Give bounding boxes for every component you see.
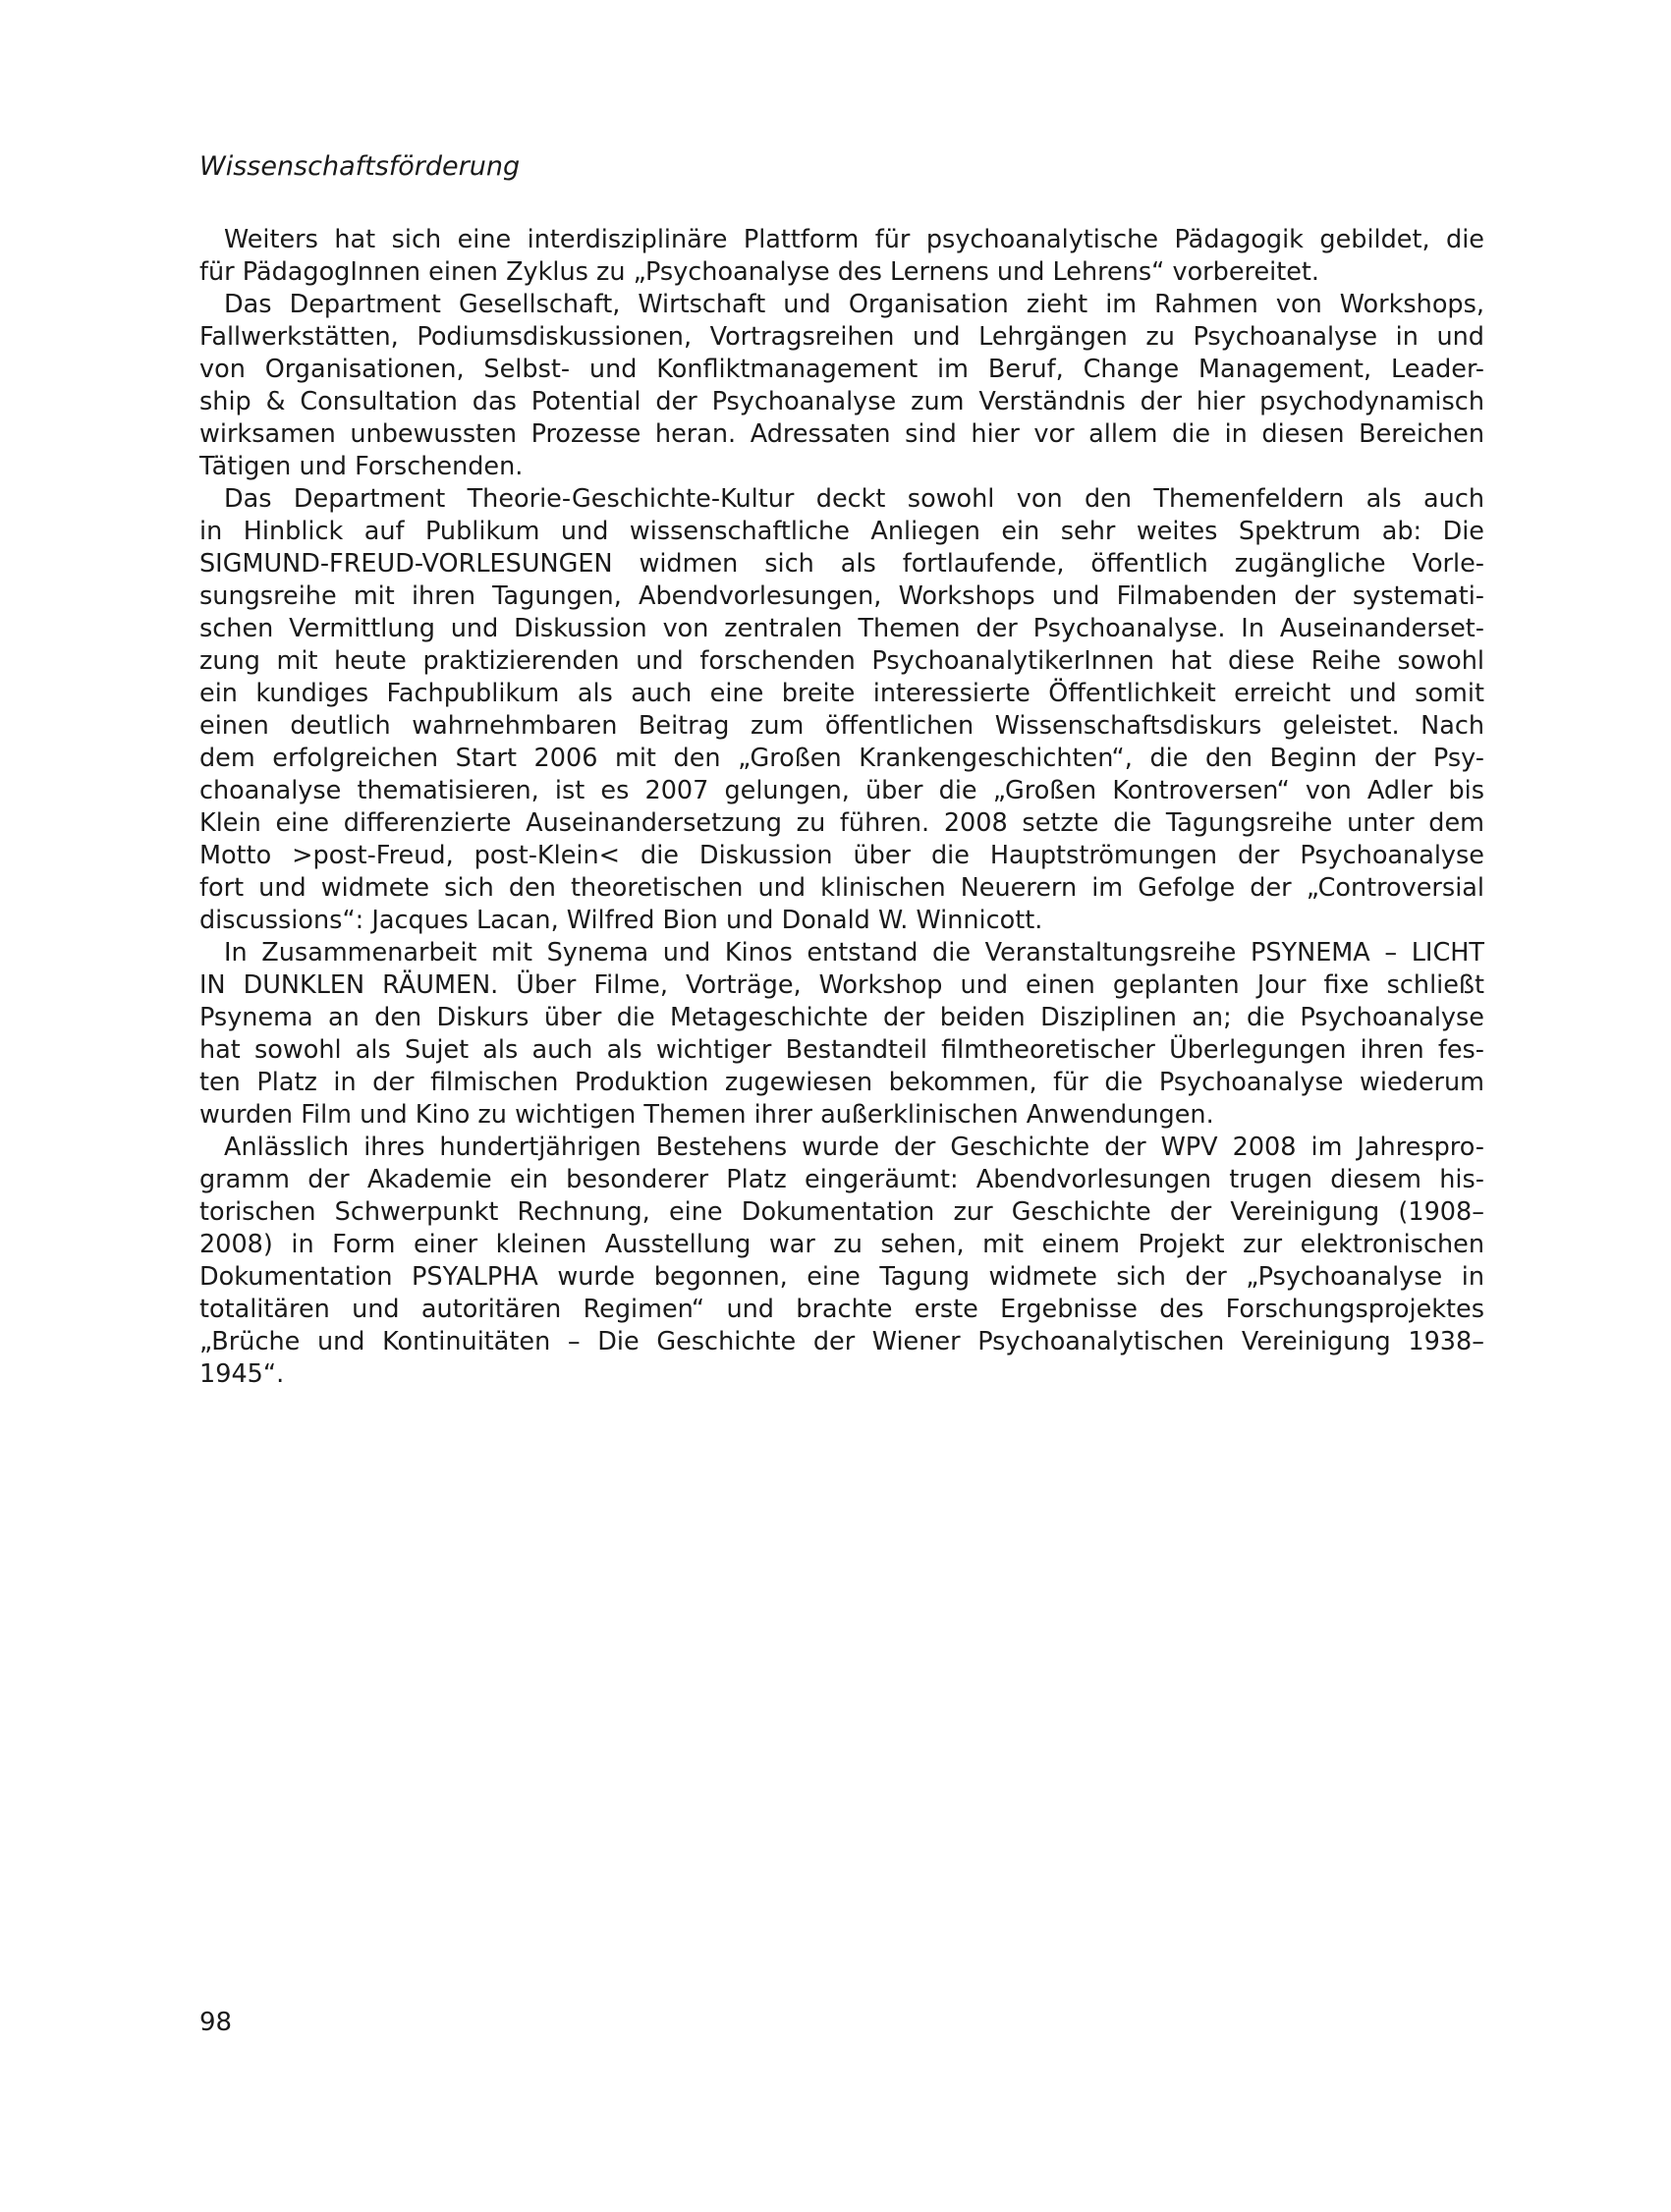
paragraph xyxy=(199,1132,1484,1391)
text-line: IN DUNKLEN RÄUMEN. Über Filme, Vorträge, Workshop und einen geplanten Jour fixe schließt xyxy=(199,970,1484,1000)
text-line: wurden Film und Kino zu wichtigen Themen ihrer außerklinischen Anwendungen. xyxy=(199,1100,1214,1130)
paragraph xyxy=(199,483,1484,937)
text-line: Das Department Gesellschaft, Wirtschaft und Organisation zieht im Rahmen von Workshops, xyxy=(224,290,1484,319)
text-line: in Hinblick auf Publikum und wissenschaftliche Anliegen ein sehr weites Spektrum ab: Die xyxy=(199,517,1484,546)
text-line: torischen Schwerpunkt Rechnung, eine Dokumentation zur Geschichte der Vereinigung (1908– xyxy=(199,1197,1484,1227)
text-line: 2008) in Form einer kleinen Ausstellung war zu sehen, mit einem Projekt zur elektronischen xyxy=(199,1230,1484,1259)
text-line: ten Platz in der filmischen Produktion zugewiesen bekommen, für die Psychoanalyse wiederum xyxy=(199,1068,1484,1097)
text-line: einen deutlich wahrnehmbaren Beitrag zum öffentlichen Wissenschaftsdiskurs geleistet. Nach xyxy=(199,711,1484,741)
text-line: ein kundiges Fachpublikum als auch eine breite interessierte Öffentlichkeit erreicht und somit xyxy=(199,679,1484,708)
text-line: Klein eine differenzierte Auseinandersetzung zu führen. 2008 setzte die Tagungsreihe unter dem xyxy=(199,808,1484,838)
text-line: fort und widmete sich den theoretischen und klinischen Neuerern im Gefolge der „Controversial xyxy=(199,873,1484,903)
paragraph xyxy=(199,937,1484,1132)
text-line: discussions“: Jacques Lacan, Wilfred Bion und Donald W. Winnicott. xyxy=(199,906,1043,935)
text-line: für PädagogInnen einen Zyklus zu „Psychoanalyse des Lernens und Lehrens“ vorbereitet. xyxy=(199,257,1320,287)
text-line: hat sowohl als Sujet als auch als wichtiger Bestandteil filmtheoretischer Überlegungen ihren fes- xyxy=(199,1035,1484,1065)
text-line: Fallwerkstätten, Podiumsdiskussionen, Vortragsreihen und Lehrgängen zu Psychoanalyse in und xyxy=(199,322,1484,352)
text-line: gramm der Akademie ein besonderer Platz eingeräumt: Abendvorlesungen trugen diesem his- xyxy=(199,1165,1484,1194)
text-line: choanalyse thematisieren, ist es 2007 gelungen, über die „Großen Kontroversen“ von Adler bis xyxy=(199,776,1484,805)
text-line: dem erfolgreichen Start 2006 mit den „Großen Krankengeschichten“, die den Beginn der Psy- xyxy=(199,744,1484,773)
paragraph xyxy=(199,289,1484,483)
text-line: Motto >post-Freud, post-Klein< die Diskussion über die Hauptströmungen der Psychoanalyse xyxy=(199,841,1484,870)
text-line: zung mit heute praktizierenden und forschenden PsychoanalytikerInnen hat diese Reihe sowohl xyxy=(199,646,1484,676)
text-line: totalitären und autoritären Regimen“ und brachte erste Ergebnisse des Forschungsprojektes xyxy=(199,1295,1484,1324)
text-line: Psynema an den Diskurs über die Metageschichte der beiden Disziplinen an; die Psychoanalyse xyxy=(199,1003,1484,1032)
text-line: Das Department Theorie-Geschichte-Kultur deckt sowohl von den Themenfeldern als auch xyxy=(224,484,1484,514)
text-line: schen Vermittlung und Diskussion von zentralen Themen der Psychoanalyse. In Auseinanderset- xyxy=(199,614,1484,643)
text-line: Weiters hat sich eine interdisziplinäre Plattform für psychoanalytische Pädagogik gebildet, die xyxy=(224,225,1484,254)
paragraph xyxy=(199,224,1484,289)
text-line: SIGMUND-FREUD-VORLESUNGEN widmen sich als fortlaufende, öffentlich zugängliche Vorle- xyxy=(199,549,1484,579)
text-line: sungsreihe mit ihren Tagungen, Abendvorlesungen, Workshops und Filmabenden der systemati- xyxy=(199,581,1484,611)
text-line: 1945“. xyxy=(199,1359,285,1389)
text-line: ship & Consultation das Potential der Psychoanalyse zum Verständnis der hier psychodynamisch xyxy=(199,387,1484,416)
running-title: Wissenschaftsförderung xyxy=(199,151,521,182)
body-text xyxy=(199,224,1484,1391)
text-line: wirksamen unbewussten Prozesse heran. Adressaten sind hier vor allem die in diesen Bereichen xyxy=(199,419,1484,449)
text-line: „Brüche und Kontinuitäten – Die Geschichte der Wiener Psychoanalytischen Vereinigung 1938– xyxy=(199,1327,1484,1356)
page-number: 98 xyxy=(199,2008,233,2037)
text-line: In Zusammenarbeit mit Synema und Kinos entstand die Veranstaltungsreihe PSYNEMA – LICHT xyxy=(224,938,1484,968)
text-line: Anlässlich ihres hundertjährigen Bestehens wurde der Geschichte der WPV 2008 im Jahrespro- xyxy=(224,1133,1484,1162)
text-line: Dokumentation PSYALPHA wurde begonnen, eine Tagung widmete sich der „Psychoanalyse in xyxy=(199,1262,1484,1292)
text-line: von Organisationen, Selbst- und Konfliktmanagement im Beruf, Change Management, Leader- xyxy=(199,355,1484,384)
text-line: Tätigen und Forschenden. xyxy=(199,452,524,481)
